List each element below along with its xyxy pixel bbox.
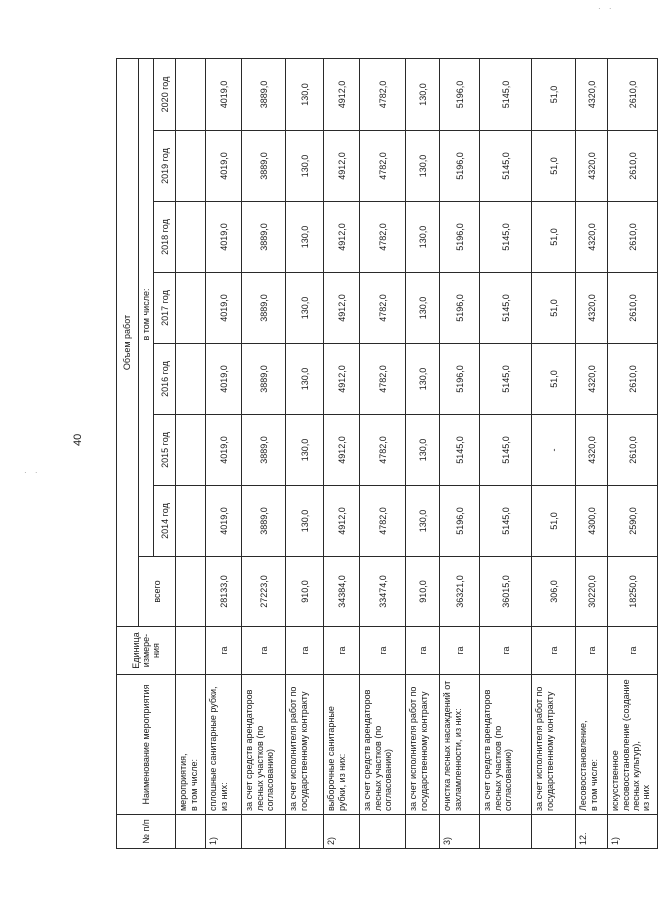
page-number: 40	[72, 433, 84, 446]
row-number: 12.	[576, 815, 608, 849]
row-year-value: 5196,0	[440, 131, 480, 202]
header-year: 2017 год	[154, 273, 176, 344]
row-name: за счет исполнителя работ по государственному контракту	[406, 675, 440, 815]
row-year-value: 4320,0	[576, 415, 608, 486]
row-year-value: 130,0	[286, 273, 324, 344]
row-year-value	[176, 486, 206, 557]
table-row	[206, 58, 242, 848]
row-year-value	[176, 202, 206, 273]
table-row	[608, 58, 658, 848]
row-year-value: 51,0	[532, 202, 576, 273]
row-name: искусственное лесовосстановление (создание лесных культур), из них	[608, 675, 658, 815]
row-number	[242, 815, 286, 849]
row-total: 27223,0	[242, 557, 286, 627]
row-name: за счет исполнителя работ по государственному контракту	[286, 675, 324, 815]
table-row	[480, 58, 532, 848]
row-year-value	[176, 344, 206, 415]
row-year-value: 130,0	[286, 131, 324, 202]
row-total: 36015,0	[480, 557, 532, 627]
header-unit: Единица измере-ния	[117, 627, 176, 675]
work-volume-table	[116, 58, 658, 849]
row-year-value: 5145,0	[480, 486, 532, 557]
row-year-value: 51,0	[532, 58, 576, 130]
row-year-value: 4019,0	[206, 131, 242, 202]
row-year-value: 4782,0	[360, 131, 406, 202]
row-total: 910,0	[406, 557, 440, 627]
row-year-value: 130,0	[406, 486, 440, 557]
row-year-value: -	[532, 415, 576, 486]
header-name: Наименование мероприятия	[117, 675, 176, 815]
table-row	[324, 58, 360, 848]
header-volume: Объем работ	[117, 58, 139, 626]
row-number	[360, 815, 406, 849]
row-number	[286, 815, 324, 849]
row-year-value: 130,0	[286, 415, 324, 486]
row-number	[480, 815, 532, 849]
row-year-value	[176, 131, 206, 202]
row-year-value: 130,0	[286, 58, 324, 130]
table-row	[242, 58, 286, 848]
row-name: сплошные санитарные рубки, из них:	[206, 675, 242, 815]
table-row	[360, 58, 406, 848]
row-name: за счет средств арендаторов лесных участков (по согласованию)	[360, 675, 406, 815]
row-year-value: 4019,0	[206, 415, 242, 486]
row-year-value: 5145,0	[480, 202, 532, 273]
header-incl: в том числе:	[139, 58, 154, 343]
row-year-value: 4019,0	[206, 273, 242, 344]
header-total: всего	[139, 557, 176, 627]
header-num: № п/п	[117, 815, 176, 849]
row-year-value: 2610,0	[608, 202, 658, 273]
row-year-value: 3889,0	[242, 344, 286, 415]
row-year-value	[176, 58, 206, 130]
row-number	[532, 815, 576, 849]
row-year-value: 2610,0	[608, 273, 658, 344]
row-total: 28133,0	[206, 557, 242, 627]
row-number: 1)	[206, 815, 242, 849]
row-year-value: 4782,0	[360, 58, 406, 130]
scan-specks: · ·	[598, 4, 615, 13]
row-year-value: 4912,0	[324, 131, 360, 202]
row-year-value: 4300,0	[576, 486, 608, 557]
row-year-value: 130,0	[406, 344, 440, 415]
header-year: 2014 год	[154, 486, 176, 557]
row-year-value: 4912,0	[324, 486, 360, 557]
row-unit: га	[324, 627, 360, 675]
row-year-value: 130,0	[406, 58, 440, 130]
row-year-value: 3889,0	[242, 486, 286, 557]
row-year-value: 4320,0	[576, 273, 608, 344]
row-year-value: 3889,0	[242, 273, 286, 344]
row-year-value: 130,0	[286, 344, 324, 415]
row-year-value: 2610,0	[608, 58, 658, 130]
row-unit	[176, 627, 206, 675]
table-row	[576, 58, 608, 848]
row-total: 34384,0	[324, 557, 360, 627]
row-unit: га	[608, 627, 658, 675]
row-year-value: 4019,0	[206, 58, 242, 130]
row-year-value: 4320,0	[576, 344, 608, 415]
row-year-value	[176, 415, 206, 486]
row-number: 2)	[324, 815, 360, 849]
row-year-value: 2590,0	[608, 486, 658, 557]
row-year-value: 5196,0	[440, 202, 480, 273]
table-row	[176, 58, 206, 848]
row-year-value: 5145,0	[480, 415, 532, 486]
row-year-value: 130,0	[286, 486, 324, 557]
row-year-value: 4782,0	[360, 344, 406, 415]
row-year-value: 4320,0	[576, 131, 608, 202]
row-total: 30220,0	[576, 557, 608, 627]
rotated-table-container	[116, 59, 652, 849]
row-unit: га	[532, 627, 576, 675]
row-year-value: 5196,0	[440, 486, 480, 557]
row-unit: га	[406, 627, 440, 675]
row-year-value: 130,0	[406, 273, 440, 344]
row-unit: га	[480, 627, 532, 675]
row-year-value: 5145,0	[480, 131, 532, 202]
table-row	[440, 58, 480, 848]
row-name: за счет средств арендаторов лесных участков (по согласованию)	[480, 675, 532, 815]
row-year-value: 5145,0	[440, 415, 480, 486]
row-number: 3)	[440, 815, 480, 849]
row-number	[176, 815, 206, 849]
row-year-value: 51,0	[532, 273, 576, 344]
row-year-value: 4320,0	[576, 58, 608, 130]
row-year-value: 51,0	[532, 131, 576, 202]
header-year: 2015 год	[154, 415, 176, 486]
row-year-value: 4782,0	[360, 486, 406, 557]
row-name: Лесовосстановление, в том числе:	[576, 675, 608, 815]
row-year-value: 2610,0	[608, 415, 658, 486]
row-year-value: 4019,0	[206, 344, 242, 415]
header-year: 2019 год	[154, 131, 176, 202]
row-year-value: 4782,0	[360, 273, 406, 344]
table-row	[532, 58, 576, 848]
row-name: выборочные санитарные рубки, из них:	[324, 675, 360, 815]
row-unit: га	[360, 627, 406, 675]
row-year-value: 3889,0	[242, 131, 286, 202]
row-total: 33474,0	[360, 557, 406, 627]
row-total: 306,0	[532, 557, 576, 627]
row-year-value: 4782,0	[360, 202, 406, 273]
row-unit: га	[286, 627, 324, 675]
row-unit: га	[576, 627, 608, 675]
row-year-value: 3889,0	[242, 415, 286, 486]
row-name: за счет исполнителя работ по государственному контракту	[532, 675, 576, 815]
header-year: 2016 год	[154, 344, 176, 415]
row-year-value: 4912,0	[324, 415, 360, 486]
row-year-value: 5145,0	[480, 58, 532, 130]
row-year-value: 5196,0	[440, 344, 480, 415]
table-row	[406, 58, 440, 848]
row-year-value: 5145,0	[480, 344, 532, 415]
row-year-value: 130,0	[406, 202, 440, 273]
row-year-value: 3889,0	[242, 58, 286, 130]
row-name: мероприятия, в том числе:	[176, 675, 206, 815]
row-year-value: 4019,0	[206, 202, 242, 273]
row-year-value: 130,0	[406, 131, 440, 202]
row-total	[176, 557, 206, 627]
row-year-value: 4782,0	[360, 415, 406, 486]
row-year-value: 5196,0	[440, 273, 480, 344]
row-year-value: 4912,0	[324, 202, 360, 273]
row-unit: га	[242, 627, 286, 675]
row-year-value: 4320,0	[576, 202, 608, 273]
row-year-value: 4019,0	[206, 486, 242, 557]
row-name: очистка лесных насаждений от захламленности, из них:	[440, 675, 480, 815]
header-year: 2018 год	[154, 202, 176, 273]
row-number: 1)	[608, 815, 658, 849]
row-year-value: 51,0	[532, 344, 576, 415]
row-year-value: 130,0	[406, 415, 440, 486]
row-year-value: 4912,0	[324, 58, 360, 130]
row-name: за счет средств арендаторов лесных участков (по согласованию)	[242, 675, 286, 815]
row-total: 18250,0	[608, 557, 658, 627]
row-year-value: 51,0	[532, 486, 576, 557]
row-year-value: 5196,0	[440, 58, 480, 130]
row-year-value: 2610,0	[608, 344, 658, 415]
scan-specks: · ·	[24, 468, 41, 477]
row-unit: га	[206, 627, 242, 675]
row-unit: га	[440, 627, 480, 675]
row-year-value: 2610,0	[608, 131, 658, 202]
row-total: 36321,0	[440, 557, 480, 627]
row-year-value: 3889,0	[242, 202, 286, 273]
table-row	[286, 58, 324, 848]
header-year: 2020 год	[154, 58, 176, 130]
row-year-value	[176, 273, 206, 344]
row-year-value: 4912,0	[324, 273, 360, 344]
row-year-value: 4912,0	[324, 344, 360, 415]
row-total: 910,0	[286, 557, 324, 627]
row-year-value: 130,0	[286, 202, 324, 273]
row-number	[406, 815, 440, 849]
row-year-value: 5145,0	[480, 273, 532, 344]
